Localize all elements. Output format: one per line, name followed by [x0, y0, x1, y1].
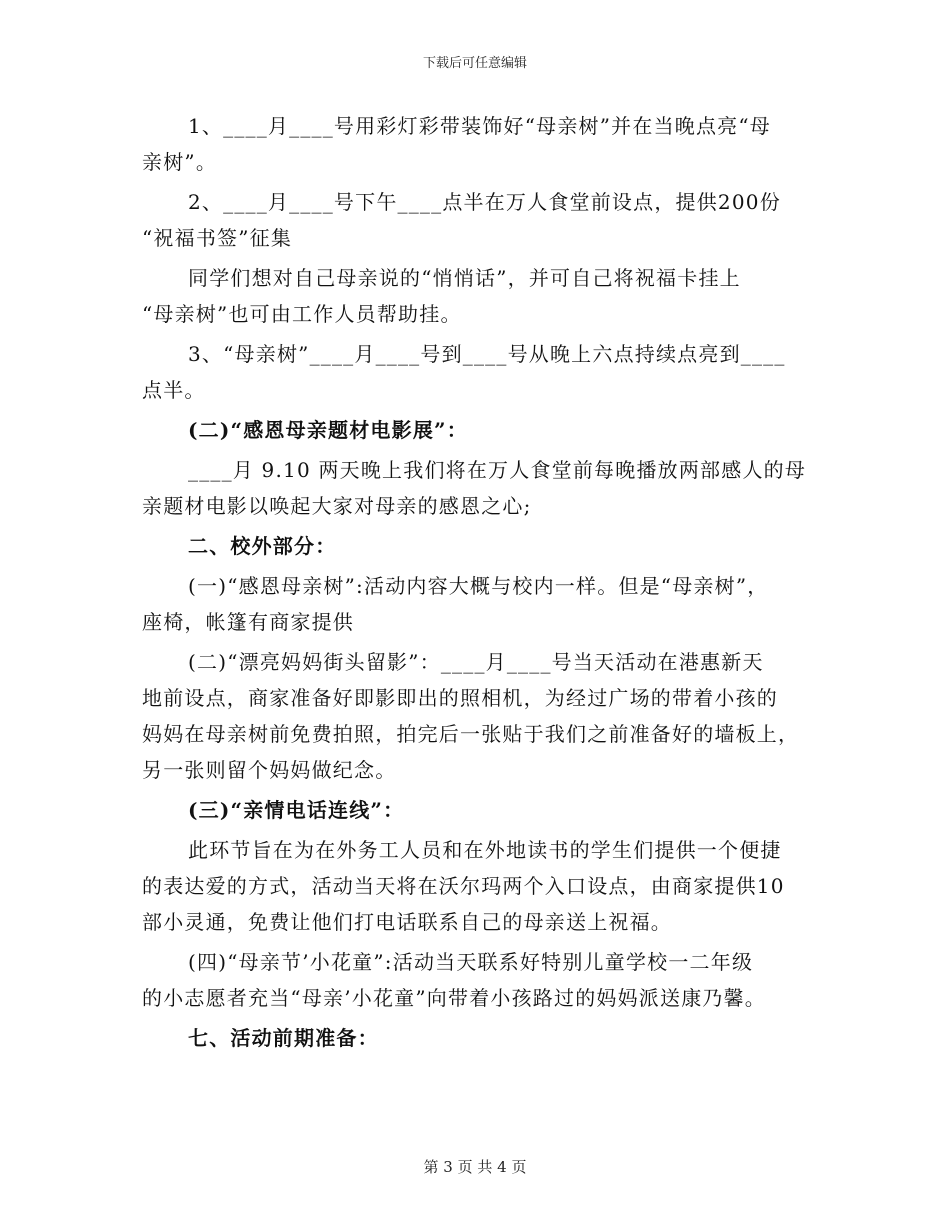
text-line: 七、活动前期准备：: [188, 1026, 379, 1050]
body-paragraph: [142, 184, 814, 256]
text-line: 的表达爱的方式，活动当天将在沃尔玛两个入口设点，由商家提供10: [142, 874, 785, 898]
body-paragraph: [142, 336, 814, 408]
text-line: 1、____月____号用彩灯彩带装饰好“母亲树”并在当晚点亮“母: [188, 114, 771, 138]
text-line: 座椅，帐篷有商家提供: [142, 610, 354, 634]
text-line: (一)“感恩母亲树”:活动内容大概与校内一样。但是“母亲树”，: [188, 574, 769, 598]
text-line: 部小灵通，免费让他们打电话联系自己的母亲送上祝福。: [142, 910, 672, 934]
text-line: 3、“母亲树”____月____号到____号从晚上六点持续点亮到____: [188, 342, 786, 366]
body-paragraph: [142, 452, 814, 524]
text-line: 此环节旨在为在外务工人员和在外地读书的学生们提供一个便捷: [188, 838, 782, 862]
body-paragraph: [142, 108, 814, 180]
text-line: (二)“感恩母亲题材电影展”：: [188, 418, 468, 442]
text-line: (四)“母亲节’小花童”:活动当天联系好特别儿童学校一二年级: [188, 950, 754, 974]
text-line: “祝福书签”征集: [142, 226, 293, 250]
text-line: 地前设点，商家准备好即影即出的照相机，为经过广场的带着小孩的: [142, 686, 778, 710]
body-paragraph: [142, 644, 814, 788]
page-header: 下载后可任意编辑: [422, 56, 527, 71]
text-line: 二、校外部分：: [188, 534, 337, 558]
document-body: [142, 108, 814, 1060]
text-line: 同学们想对自己母亲说的“悄悄话”，并可自己将祝福卡挂上: [188, 266, 741, 290]
text-line: 的小志愿者充当“母亲’小花童”向带着小孩路过的妈妈派送康乃馨。: [142, 986, 767, 1010]
text-line: 2、____月____号下午____点半在万人食堂前设点，提供200份: [188, 190, 781, 214]
text-line: 点半。: [142, 378, 206, 402]
page-footer: 第 3 页 共 4 页: [423, 1158, 527, 1176]
body-paragraph: [142, 568, 814, 640]
text-line: 亲题材电影以唤起大家对母亲的感恩之心;: [142, 494, 532, 518]
body-paragraph: [142, 260, 814, 332]
text-line: 妈妈在母亲树前免费拍照，拍完后一张贴于我们之前准备好的墙板上，: [142, 722, 800, 746]
body-paragraph: [142, 944, 814, 1016]
text-line: “母亲树”也可由工作人员帮助挂。: [142, 302, 462, 326]
section-heading: [142, 792, 814, 828]
section-heading: [142, 1020, 814, 1056]
text-line: (二)“漂亮妈妈街头留影”：____月____号当天活动在港惠新天: [188, 650, 764, 674]
text-line: 亲树”。: [142, 150, 218, 174]
text-line: 另一张则留个妈妈做纪念。: [142, 758, 397, 782]
body-paragraph: [142, 832, 814, 940]
text-line: (三)“亲情电话连线”：: [188, 798, 405, 822]
text-line: ____月 9.10 两天晚上我们将在万人食堂前每晚播放两部感人的母: [188, 458, 807, 482]
section-heading: [142, 528, 814, 564]
section-heading: [142, 412, 814, 448]
